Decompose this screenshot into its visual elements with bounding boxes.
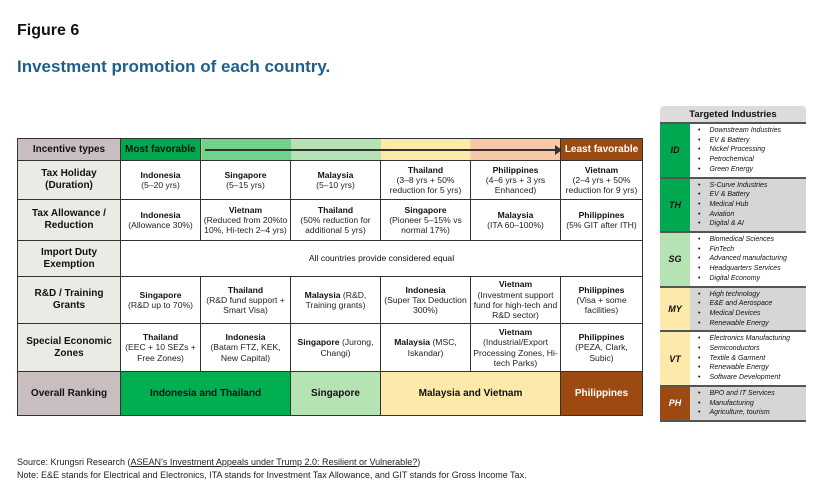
industry-item: • Medical Devices (698, 309, 806, 319)
incentive-detail: (5–10 yrs) (316, 180, 355, 190)
industry-item: • Manufacturing (698, 399, 806, 409)
table-row (18, 277, 643, 324)
figure-label: Figure 6 (17, 22, 80, 39)
industry-item: • Aviation (698, 210, 806, 220)
country-cell (291, 277, 381, 324)
rank-group: Singapore (291, 372, 381, 416)
industry-item: • Headquarters Services (698, 264, 806, 274)
country-cell (291, 161, 381, 200)
country-name: Philippines (578, 284, 625, 295)
country-code: VT (660, 332, 690, 385)
country-cell (201, 277, 291, 324)
country-cell (381, 324, 471, 372)
industry-item: • FinTech (698, 245, 806, 255)
industry-item: • Agriculture, tourism (698, 408, 806, 418)
country-cell (121, 200, 201, 241)
country-name: Indonesia (140, 169, 181, 180)
industry-item: • High technology (698, 290, 806, 300)
industry-item: • Digital Economy (698, 274, 806, 284)
industry-item: • Advanced manufacturing (698, 254, 806, 264)
country-name: Malaysia (497, 209, 534, 220)
country-name: Singapore (139, 289, 182, 300)
country-cell (471, 324, 561, 372)
country-name: Singapore (297, 337, 340, 348)
incentive-detail: (Allowance 30%) (128, 220, 193, 230)
country-cell (561, 161, 643, 200)
incentive-detail: (50% reduction for additional 5 yrs) (300, 214, 371, 236)
row-label: R&D / Training Grants (18, 277, 121, 324)
least-favorable-label: Least favorable (561, 139, 643, 161)
country-cell (121, 161, 201, 200)
rank-group: Philippines (561, 372, 643, 416)
country-name: Thailand (407, 164, 444, 175)
industry-item: • Semiconductors (698, 344, 806, 354)
footnote: Note: E&E stands for Electrical and Electronics, ITA stands for Investment Tax Allowance, and GIT stands for Gross Income Tax. (17, 470, 527, 480)
incentive-detail: (Jurong, Changi) (320, 337, 374, 358)
country-code: PH (660, 387, 690, 420)
country-cell (121, 277, 201, 324)
country-cell (471, 161, 561, 200)
industry-item: • Petrochemical (698, 155, 806, 165)
incentive-detail: (R&D up to 70%) (128, 300, 193, 310)
row-label: Tax Holiday (Duration) (18, 161, 121, 200)
industry-group-ph (660, 387, 806, 422)
page-title: Investment promotion of each country. (17, 57, 331, 76)
industry-item: • Electronics Manufacturing (698, 334, 806, 344)
country-code: ID (660, 124, 690, 177)
header-row (18, 139, 643, 161)
most-favorable-label: Most favorable (121, 139, 201, 161)
country-cell (291, 200, 381, 241)
country-cell (561, 200, 643, 241)
industry-item: • Textile & Garment (698, 354, 806, 364)
country-code: TH (660, 179, 690, 232)
incentive-detail: (5% GIT after ITH) (566, 220, 637, 230)
country-name: Vietnam (498, 279, 533, 290)
incentive-detail: (Industrial/Export Processing Zones, Hi-tech Parks) (473, 337, 558, 368)
country-cell (561, 277, 643, 324)
incentive-detail: (Reduced from 20%to 10%, Hi-tech 2–4 yrs) (203, 214, 288, 236)
industry-item: • BPO and IT Services (698, 389, 806, 399)
country-cell (201, 200, 291, 241)
industry-group-sg (660, 233, 806, 288)
industry-item: • Downstream Industries (698, 126, 806, 136)
country-cell (381, 161, 471, 200)
country-cell (381, 200, 471, 241)
incentive-table (17, 138, 643, 416)
favorability-arrow (201, 139, 561, 161)
targeted-industries-panel (660, 106, 806, 422)
incentive-detail: (R&D, Training grants) (305, 289, 367, 310)
country-name: Malaysia (317, 169, 354, 180)
country-name: Vietnam (228, 204, 263, 215)
country-name: Vietnam (584, 164, 619, 175)
industry-item: • Digital & AI (698, 219, 806, 229)
merged-cell: All countries provide considered equal (121, 241, 643, 277)
row-label: Overall Ranking (18, 372, 121, 416)
industry-item: • Green Energy (698, 165, 806, 175)
country-name: Indonesia (405, 284, 446, 295)
incentive-detail: (PEZA, Clark, Subic) (575, 342, 628, 363)
source-link[interactable]: ASEAN’s Investment Appeals under Trump 2.0: Resilient or Vulnerable? (130, 457, 418, 467)
industry-item: • Renewable Energy (698, 363, 806, 373)
source-prefix: Source: Krungsri Research ( (17, 457, 131, 467)
industry-item: • EV & Battery (698, 136, 806, 146)
row-label: Import Duty Exemption (18, 241, 121, 277)
rank-group: Malaysia and Vietnam (381, 372, 561, 416)
country-name: Philippines (492, 164, 539, 175)
source-note (17, 457, 420, 467)
table-row (18, 161, 643, 200)
country-cell (381, 277, 471, 324)
incentive-detail: (2–4 yrs + 50% reduction for 9 yrs) (565, 174, 638, 196)
row-label: Tax Allowance / Reduction (18, 200, 121, 241)
row-label: Special Economic Zones (18, 324, 121, 372)
country-cell (561, 324, 643, 372)
country-name: Indonesia (225, 332, 266, 343)
country-code: MY (660, 288, 690, 331)
incentive-detail: (EEC + 10 SEZs + Free Zones) (125, 342, 196, 363)
country-name: Indonesia (140, 209, 181, 220)
incentive-detail: (5–20 yrs) (141, 180, 180, 190)
panel-title: Targeted Industries (660, 106, 806, 124)
country-cell (121, 324, 201, 372)
incentive-detail: (5–15 yrs) (226, 180, 265, 190)
country-cell (201, 161, 291, 200)
country-name: Philippines (578, 209, 625, 220)
industry-item: • Software Development (698, 373, 806, 383)
industry-item: • E&E and Aerospace (698, 299, 806, 309)
country-name: Singapore (404, 204, 447, 215)
rank-group: Indonesia and Thailand (121, 372, 291, 416)
incentive-detail: (Visa + some facilities) (576, 294, 627, 316)
header-label: Incentive types (18, 139, 121, 161)
incentive-detail: (MSC, Iskandar) (407, 337, 457, 358)
country-cell (471, 277, 561, 324)
incentive-detail: (Investment support fund for high-tech and R&D sector) (473, 289, 558, 321)
country-name: Thailand (227, 284, 264, 295)
industry-group-my (660, 288, 806, 333)
table-row (18, 241, 643, 277)
industry-item: • EV & Battery (698, 190, 806, 200)
country-cell (471, 200, 561, 241)
incentive-detail: (Batam FTZ, KEK, New Capital) (210, 342, 281, 363)
country-code: SG (660, 233, 690, 286)
country-cell (291, 324, 381, 372)
incentive-detail: (R&D fund support + Smart Visa) (206, 294, 285, 316)
industry-item: • Nickel Processing (698, 145, 806, 155)
incentive-detail: (Super Tax Deduction 300%) (384, 294, 467, 316)
industry-item: • S-Curve Industries (698, 181, 806, 191)
incentive-detail: (ITA 60–100%) (487, 220, 544, 230)
industry-group-vt (660, 332, 806, 387)
table-row (18, 200, 643, 241)
incentive-detail: (4–6 yrs + 3 yrs Enhanced) (485, 174, 546, 196)
country-name: Philippines (578, 332, 625, 343)
country-name: Malaysia (304, 289, 341, 300)
country-name: Thailand (317, 204, 354, 215)
overall-ranking-row (18, 372, 643, 416)
incentive-detail: (3–8 yrs + 50% reduction for 5 yrs) (389, 174, 462, 196)
source-suffix: ) (417, 457, 421, 467)
industry-group-th (660, 179, 806, 234)
country-name: Malaysia (394, 337, 431, 348)
arrow-right-icon (205, 149, 556, 151)
country-name: Thailand (142, 332, 179, 343)
industry-item: • Renewable Energy (698, 319, 806, 329)
industry-item: • Medical Hub (698, 200, 806, 210)
incentive-detail: (Pioneer 5–15% vs normal 17%) (389, 214, 462, 236)
country-name: Singapore (224, 169, 267, 180)
industry-item: • Biomedical Sciences (698, 235, 806, 245)
industry-group-id (660, 124, 806, 179)
country-cell (201, 324, 291, 372)
country-name: Vietnam (498, 326, 533, 337)
table-row (18, 324, 643, 372)
